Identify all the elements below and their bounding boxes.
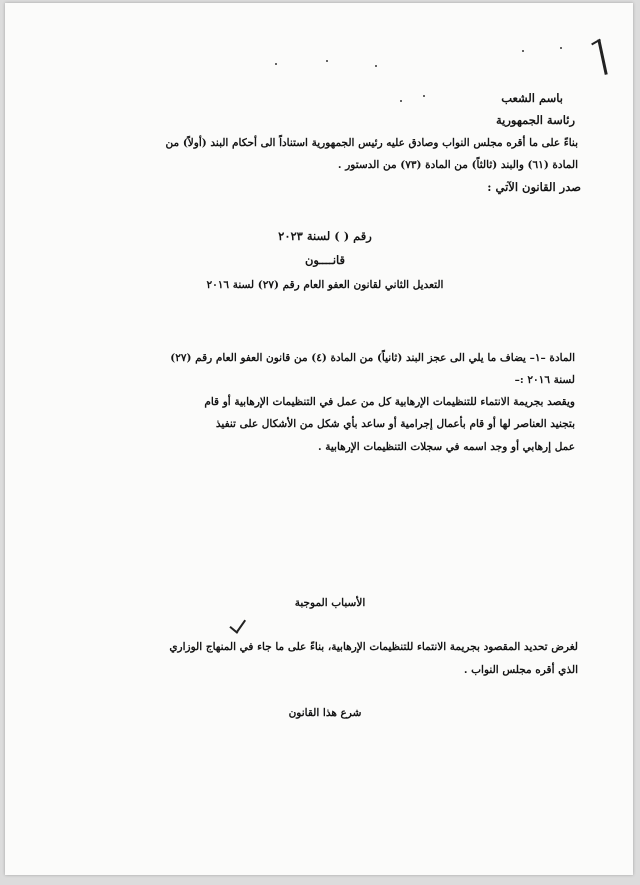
- article-1-line-1: المادة –١– يضاف ما يلي الى عجز البند (ثانياً) من المادة (٤) من قانون العفو العام رقم (٢٧): [170, 352, 575, 364]
- preamble-line-1: بناءً على ما أقره مجلس النواب وصادق عليه رئيس الجمهورية استناداً الى أحكام البند (أولاً) من: [165, 137, 578, 149]
- header-presidency: رئاسة الجمهورية: [496, 113, 575, 127]
- scan-speck: [522, 50, 524, 52]
- scan-speck: [560, 47, 562, 49]
- scan-speck: [375, 65, 377, 67]
- preamble-line-2: المادة (٦١) والبند (ثالثاً) من المادة (٧٣) من الدستور .: [337, 159, 578, 171]
- article-1-line-4: بتجنيد العناصر لها أو قام بأعمال إجرامية أو ساعد بأي شكل من الأشكال على تنفيذ: [215, 418, 575, 430]
- handwritten-check-mark-stroke: [236, 620, 245, 632]
- reasons-line-1: لغرض تحديد المقصود بجريمة الانتماء للتنظيمات الإرهابية، بناءً على ما جاء في المنهاج الوزاري: [169, 641, 578, 653]
- closing-statement: شرع هذا القانون: [288, 707, 362, 719]
- reasons-heading: الأسباب الموجبة: [294, 597, 366, 609]
- article-1-line-5: عمل إرهابي أو وجد اسمه في سجلات التنظيمات الإرهابية .: [317, 441, 575, 453]
- reasons-line-2: الذي أقره مجلس النواب .: [463, 664, 578, 676]
- article-1-line-2: لسنة ٢٠١٦ :–: [514, 374, 575, 386]
- header-in-name-of-people: باسم الشعب: [501, 91, 563, 105]
- law-label: قانــــون: [304, 253, 346, 267]
- preamble-issued: صدر القانون الآتي :: [487, 180, 581, 194]
- law-number: رقم ( ) لسنة ٢٠٢٣: [278, 229, 372, 243]
- document-page: [5, 3, 633, 875]
- corner-mark: [597, 39, 607, 75]
- scan-speck: [400, 100, 402, 102]
- article-1-line-3: ويقصد بجريمة الانتماء للتنظيمات الإرهابية كل من عمل في التنظيمات الإرهابية أو قام: [204, 396, 575, 408]
- scan-speck: [326, 60, 328, 62]
- law-title: التعديل الثاني لقانون العفو العام رقم (٢٧) لسنة ٢٠١٦: [206, 279, 444, 291]
- scan-speck: [275, 63, 277, 65]
- scan-speck: [423, 95, 425, 97]
